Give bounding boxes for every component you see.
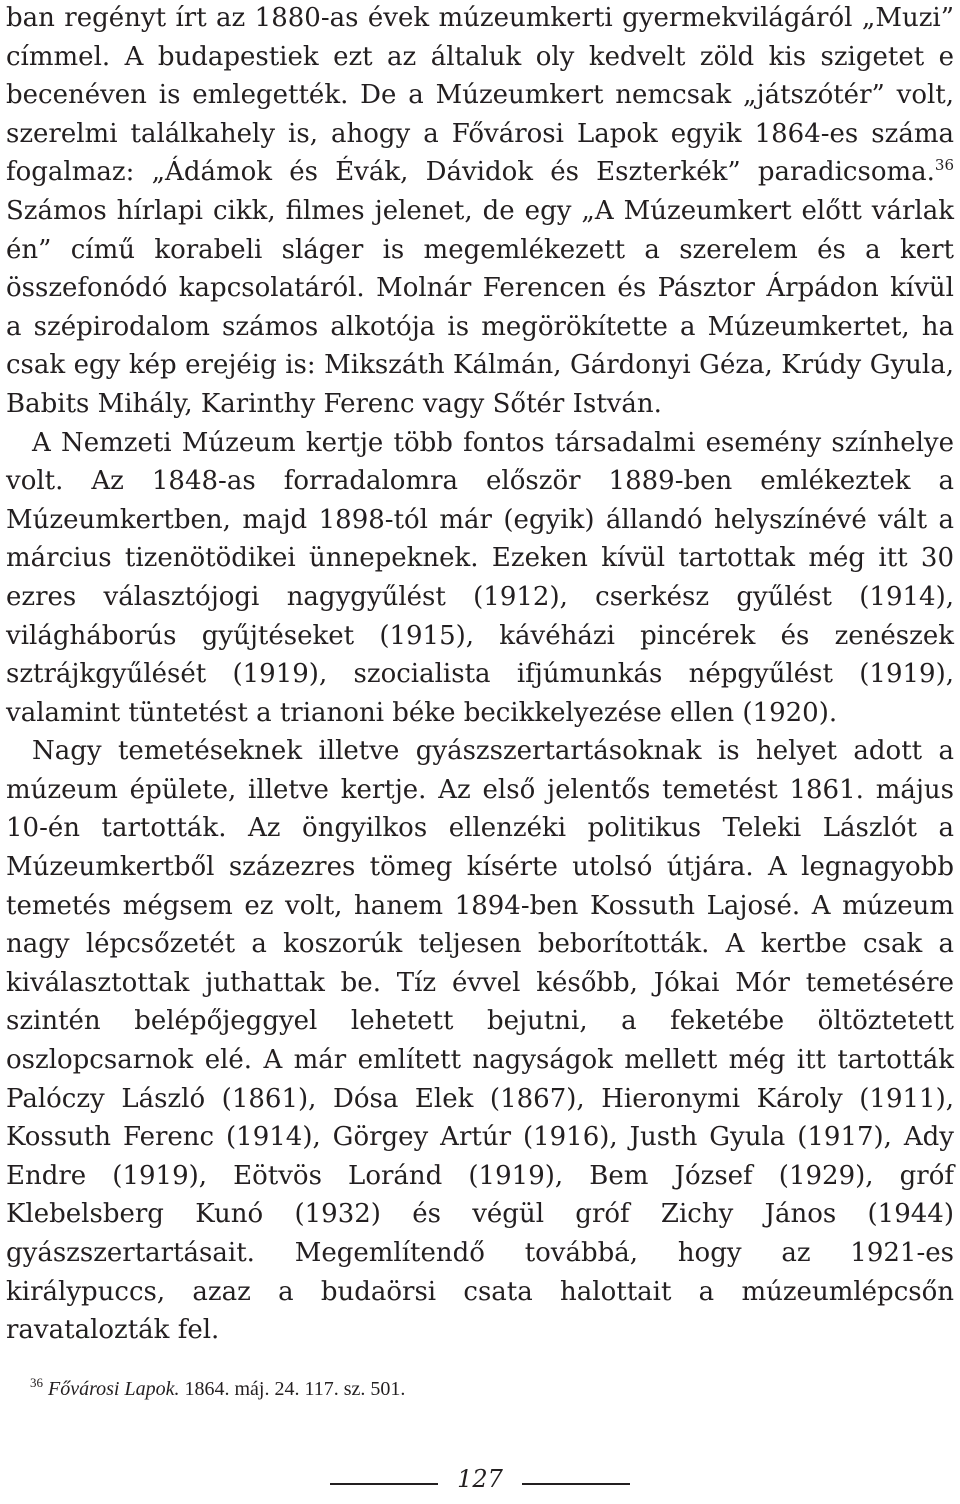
footnote-source-title: Fővárosi Lapok. [48, 1378, 180, 1400]
page-number: 127 [457, 1465, 503, 1493]
paragraph-1 [6, 0, 954, 424]
footer-rule-right [522, 1483, 630, 1485]
body-text [6, 0, 954, 1350]
footnote-source-details: 1864. máj. 24. 117. sz. 501. [179, 1378, 406, 1400]
paragraph-1-text-before: ban regényt írt az 1880-as évek múzeumkerti gyermekvilágáról „Muzi” címmel. A budapestiek ezt az általuk oly kedvelt zöld kis szigetet e becenéven is emlegették. De a Múzeumkert nemcsak „játszótér” volt, szerelmi találkahely is, ahogy a Fővárosi Lapok egyik 1864-es száma fogalmaz: „Ádámok és Évák, Dávidok és Eszterkék” paradicsoma. [6, 3, 954, 188]
page [6, 0, 954, 1350]
paragraph-1-text-after: Számos hírlapi cikk, filmes jelenet, de egy „A Múzeumkert előtt várlak én” című korabeli sláger is megemlékezett a szerelem és a kert összefonódó kapcsolatáról. Molnár Ferencen és Pásztor Árpádon kívül a szépirodalom számos alkotója is megörökítette a Múzeumkertet, ha csak egy kép erejéig is: Mikszáth Kálmán, Gárdonyi Géza, Krúdy Gyula, Babits Mihály, Karinthy Ferenc vagy Sőtér István. [6, 195, 954, 419]
paragraph-3: Nagy temetéseknek illetve gyászszertartásoknak is helyet adott a múzeum épülete, illetve kertje. Az első jelentős temetést 1861. május 10-én tartották. Az öngyilkos ellenzéki politikus Teleki Lászlót a Múzeumkertből százezres tömeg kísérte utolsó útjára. A legnagyobb temetés mégsem ez volt, hanem 1894-ben Kossuth Lajosé. A múzeum nagy lépcsőzetét a koszorúk teljesen beborították. A kertbe csak a kiválasztottak juthattak be. Tíz évvel később, Jókai Mór temetésére szintén belépőjeggyel lehetett bejutni, a feketébe öltöztetett oszlopcsarnok elé. A már említett nagyságok mellett még itt tartották Palóczy László (1861), Dósa Elek (1867), Hieronymi Károly (1911), Kossuth Ferenc (1914), Görgey Artúr (1916), Justh Gyula (1917), Ady Endre (1919), Eötvös Loránd (1919), Bem József (1929), gróf Klebelsberg Kunó (1932) és végül gróf Zichy János (1944) gyászszertartásait. Megemlítendő továbbá, hogy az 1921-es királypuccs, azaz a budaörsi csata halottait a múzeumlépcsőn ravatalozták fel. [6, 736, 954, 1346]
paragraph-2: A Nemzeti Múzeum kertje több fontos társadalmi esemény színhelye volt. Az 1848-as forradalomra először 1889-ben emlékeztek a Múzeumkertben, majd 1898-tól már (egyik) állandó helyszínévé vált a március tizenötödikei ünnepeknek. Ezeken kívül tartottak még itt 30 ezres választójogi nagygyűlést (1912), cserkész gyűlést (1914), világháborús gyűjtéseket (1915), kávéházi pincérek és zenészek sztrájkgyűlését (1919), szocialista ifjúmunkás népgyűlést (1919), valamint tüntetést a trianoni béke becikkelyezése ellen (1920). [6, 427, 954, 728]
footnote [30, 1376, 405, 1402]
footer-rule-left [330, 1483, 438, 1485]
footnote-number: 36 [30, 1375, 43, 1390]
footnote-reference[interactable]: 36 [934, 156, 954, 175]
page-footer [0, 1464, 960, 1504]
